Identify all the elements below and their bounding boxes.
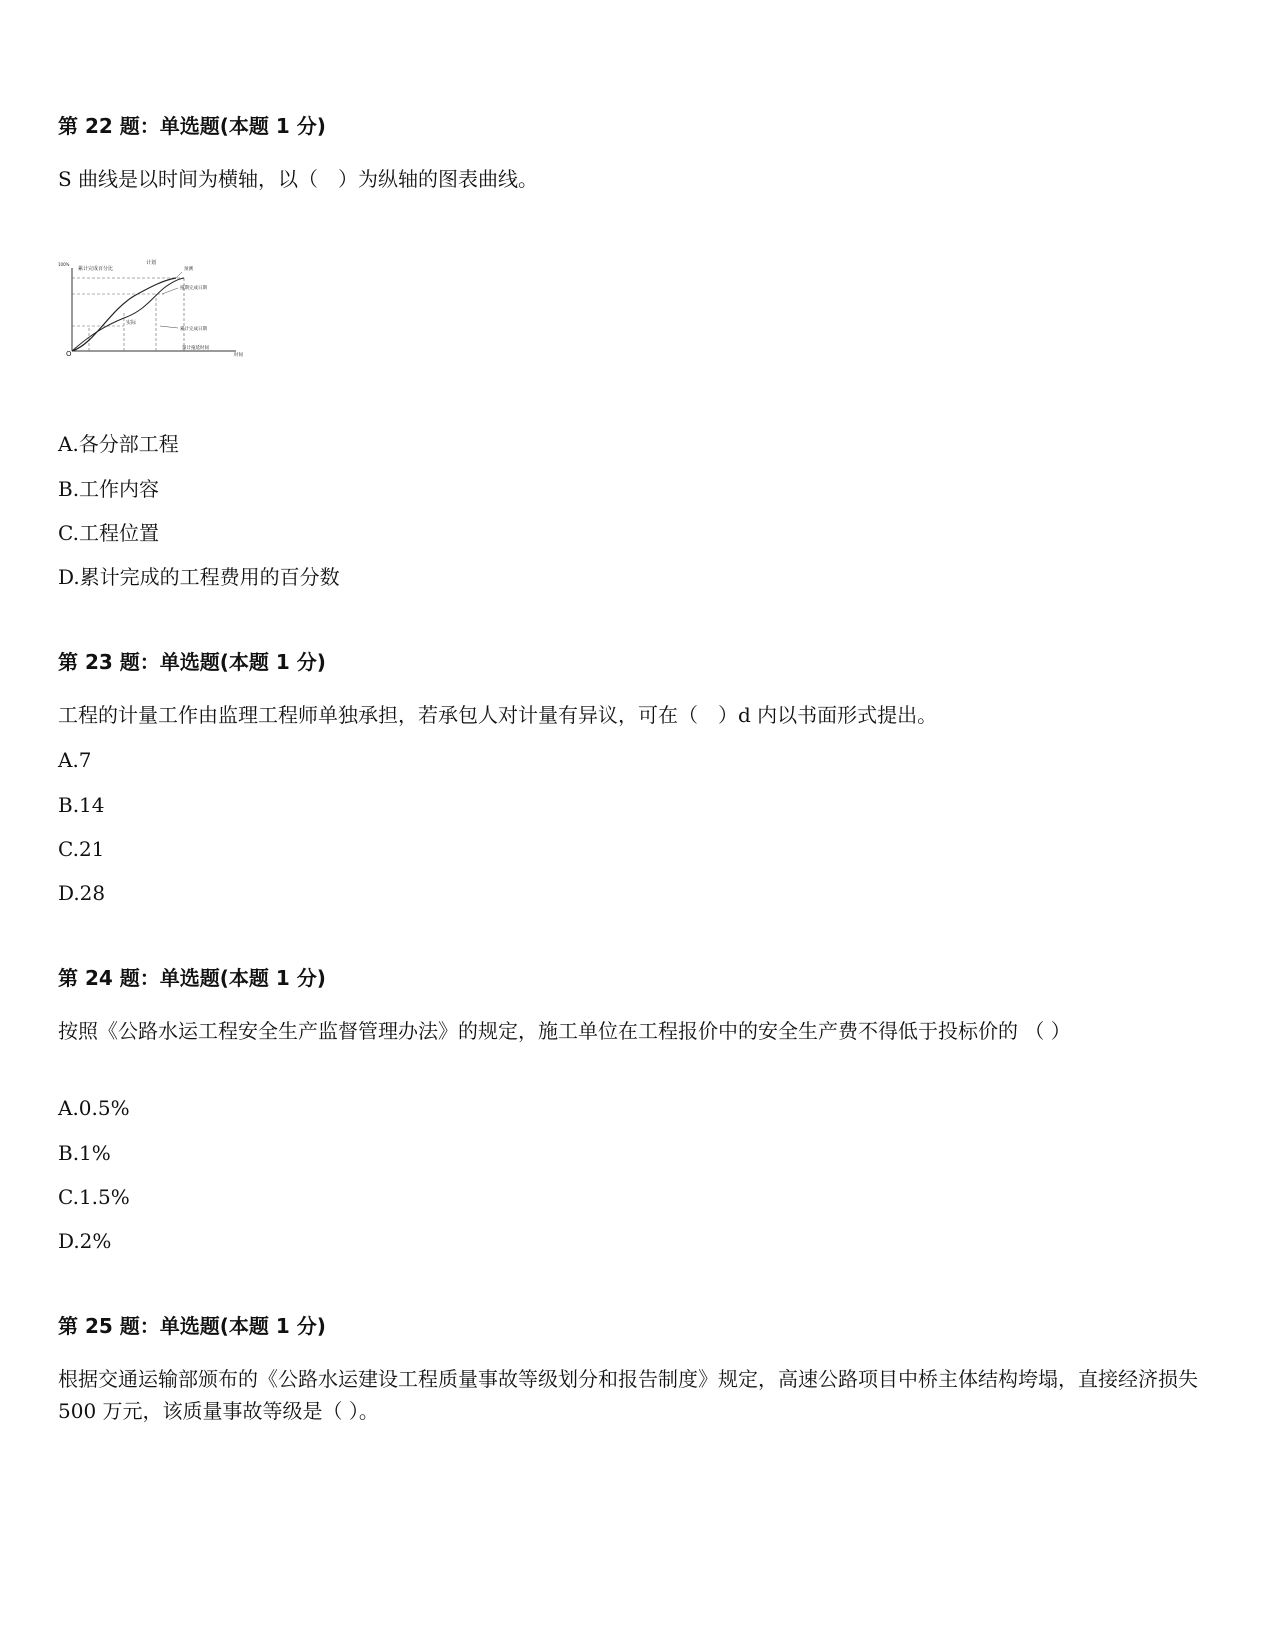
planned-label: 计划: [146, 260, 157, 266]
option-a[interactable]: A.7: [58, 748, 92, 772]
question-25-heading: 第 25 题：单选题(本题 1 分): [58, 1314, 326, 1338]
legend-item: 拖期完成日期: [180, 286, 207, 291]
option-b[interactable]: B.1%: [58, 1141, 111, 1165]
question-23-stem: 工程的计量工作由监理工程师单独承担，若承包人对计量有异议，可在（ ）d 内以书面形式提出。: [58, 703, 938, 727]
option-a[interactable]: A.各分部工程: [58, 432, 179, 456]
option-d[interactable]: D.28: [58, 881, 106, 905]
option-d[interactable]: D.2%: [58, 1229, 112, 1253]
x-axis-label: 时间: [234, 353, 243, 358]
y-axis-label: 累计完成百分比: [78, 266, 114, 272]
bottom-annotation: 预计拖延时间: [182, 346, 209, 351]
option-b[interactable]: B.14: [58, 793, 105, 817]
question-25-stem: 根据交通运输部颁布的《公路水运建设工程质量事故等级划分和报告制度》规定，高速公路项目中桥主体结构垮塌，直接经济损失 500 万元，该质量事故等级是（ ）。: [58, 1367, 1198, 1423]
option-b[interactable]: B.工作内容: [58, 477, 160, 501]
s-curve-figure: [58, 256, 254, 376]
option-c[interactable]: C.工程位置: [58, 521, 159, 545]
actual-label: 实际: [126, 320, 137, 326]
top-tick-label: 100%: [58, 262, 70, 267]
option-d[interactable]: D.累计完成的工程费用的百分数: [58, 565, 340, 589]
legend-item: 累计完成日期: [180, 327, 207, 332]
legend-item: 预测: [184, 267, 193, 272]
option-c[interactable]: C.1.5%: [58, 1185, 130, 1209]
question-24-heading: 第 24 题：单选题(本题 1 分): [58, 966, 326, 990]
option-a[interactable]: A.0.5%: [58, 1096, 130, 1120]
option-c[interactable]: C.21: [58, 837, 105, 861]
question-23-heading: 第 23 题：单选题(本题 1 分): [58, 650, 326, 674]
question-24-stem: 按照《公路水运工程安全生产监督管理办法》的规定，施工单位在工程报价中的安全生产费不得低于投标价的 （ ）: [58, 1019, 1071, 1043]
question-22-heading: 第 22 题：单选题(本题 1 分): [58, 114, 326, 138]
question-22-stem: S 曲线是以时间为横轴，以（ ）为纵轴的图表曲线。: [58, 167, 539, 191]
origin-label: O: [66, 350, 72, 358]
